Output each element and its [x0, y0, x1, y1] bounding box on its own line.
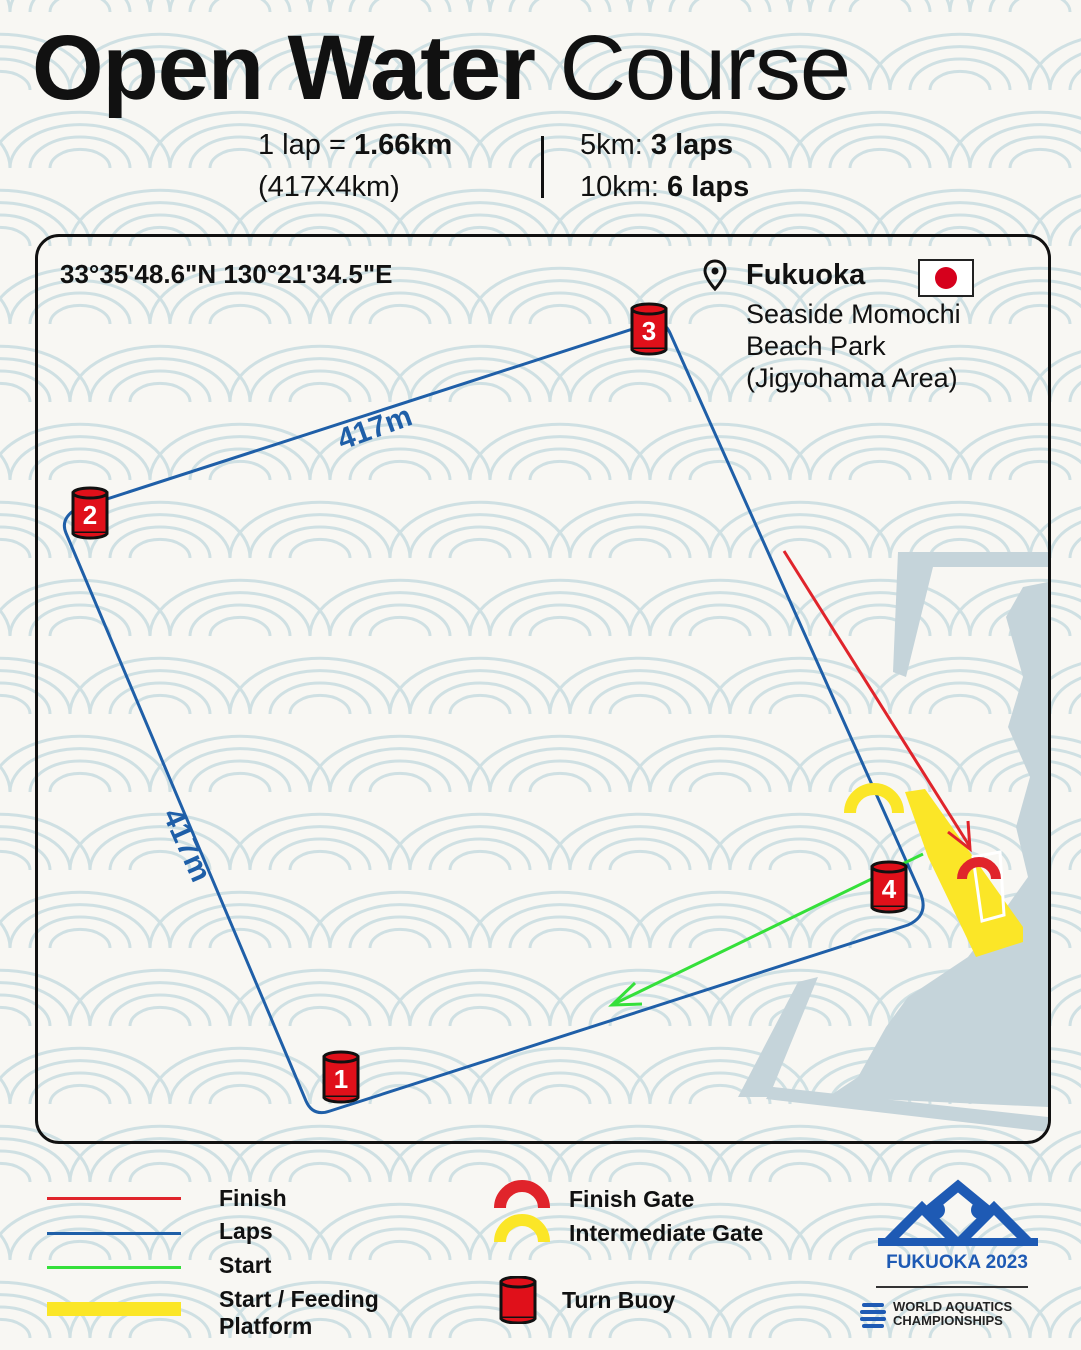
logo-name: FUKUOKA 2023 — [886, 1252, 1028, 1273]
legend-laps-swatch — [47, 1232, 181, 1235]
turn-buoy-number: 2 — [82, 500, 98, 530]
legend-laps-label: Laps — [219, 1218, 273, 1244]
location-city: Fukuoka — [746, 259, 866, 291]
logo-subtitle — [893, 1300, 1012, 1328]
legend-finish-label: Finish — [219, 1185, 287, 1211]
legend-finish-gate-label: Finish Gate — [569, 1186, 695, 1212]
legend-platform-label-1: Start / Feeding — [219, 1286, 379, 1312]
turn-buoy-number: 4 — [881, 874, 897, 904]
distance-label-top: 417m — [333, 399, 417, 457]
intermediate-gate-marker — [850, 789, 898, 813]
distance-label-left: 417m — [155, 803, 218, 887]
intermediate-gate-icon — [492, 1214, 552, 1244]
turn-buoy-3 — [632, 304, 666, 354]
lap-value: 1.66km — [353, 129, 453, 161]
five-km-value: 3 laps — [650, 129, 734, 161]
finish-line — [784, 551, 970, 849]
turn-buoy-2 — [73, 488, 107, 538]
legend-turn-buoy-label: Turn Buoy — [562, 1287, 676, 1313]
lap-length — [258, 128, 452, 162]
legend-platform-label-2: Platform — [219, 1313, 313, 1339]
location-line-1: Seaside Momochi — [746, 299, 961, 329]
logo-subtitle-line-2: CHAMPIONSHIPS — [893, 1313, 1003, 1328]
logo-subtitle-line-1: WORLD AQUATICS — [893, 1299, 1013, 1314]
turn-buoy-number: 1 — [333, 1064, 349, 1094]
turn-buoy-number: 3 — [641, 316, 657, 346]
lap-detail: (417X4km) — [258, 171, 400, 203]
legend-intermediate-gate-label: Intermediate Gate — [569, 1220, 764, 1246]
world-aquatics-waves-icon — [858, 1300, 888, 1330]
title-bold: Open Water — [32, 17, 535, 119]
turn-buoys — [73, 304, 906, 1102]
coastline-land — [738, 552, 1048, 1132]
title-light: Course — [559, 17, 851, 119]
turn-buoy-4 — [872, 862, 906, 912]
lap-prefix: 1 lap = — [258, 129, 354, 161]
logo-divider — [876, 1286, 1028, 1288]
five-km-prefix: 5km: — [580, 129, 651, 161]
location-line-2: Beach Park — [746, 331, 886, 361]
pier-south — [738, 977, 818, 1097]
ten-km-value: 6 laps — [667, 171, 750, 203]
course-map-panel — [35, 234, 1051, 1144]
ten-km-laps — [580, 170, 749, 204]
location-line-3: (Jigyohama Area) — [746, 363, 958, 393]
turn-buoy-icon — [498, 1276, 538, 1324]
turn-buoy-1 — [324, 1052, 358, 1102]
page-title — [32, 18, 1062, 118]
japan-flag-icon — [918, 259, 974, 297]
finish-gate-icon — [492, 1180, 552, 1210]
ten-km-prefix: 10km: — [580, 171, 668, 203]
legend-start-swatch — [47, 1266, 181, 1269]
five-km-laps — [580, 128, 733, 162]
gps-coordinates: 33°35'48.6"N 130°21'34.5"E — [60, 259, 393, 289]
legend-platform-swatch — [47, 1302, 181, 1316]
location-pin-icon — [703, 259, 727, 291]
stats-divider — [541, 136, 544, 198]
legend-start-label: Start — [219, 1252, 272, 1278]
legend-finish-swatch — [47, 1197, 181, 1200]
